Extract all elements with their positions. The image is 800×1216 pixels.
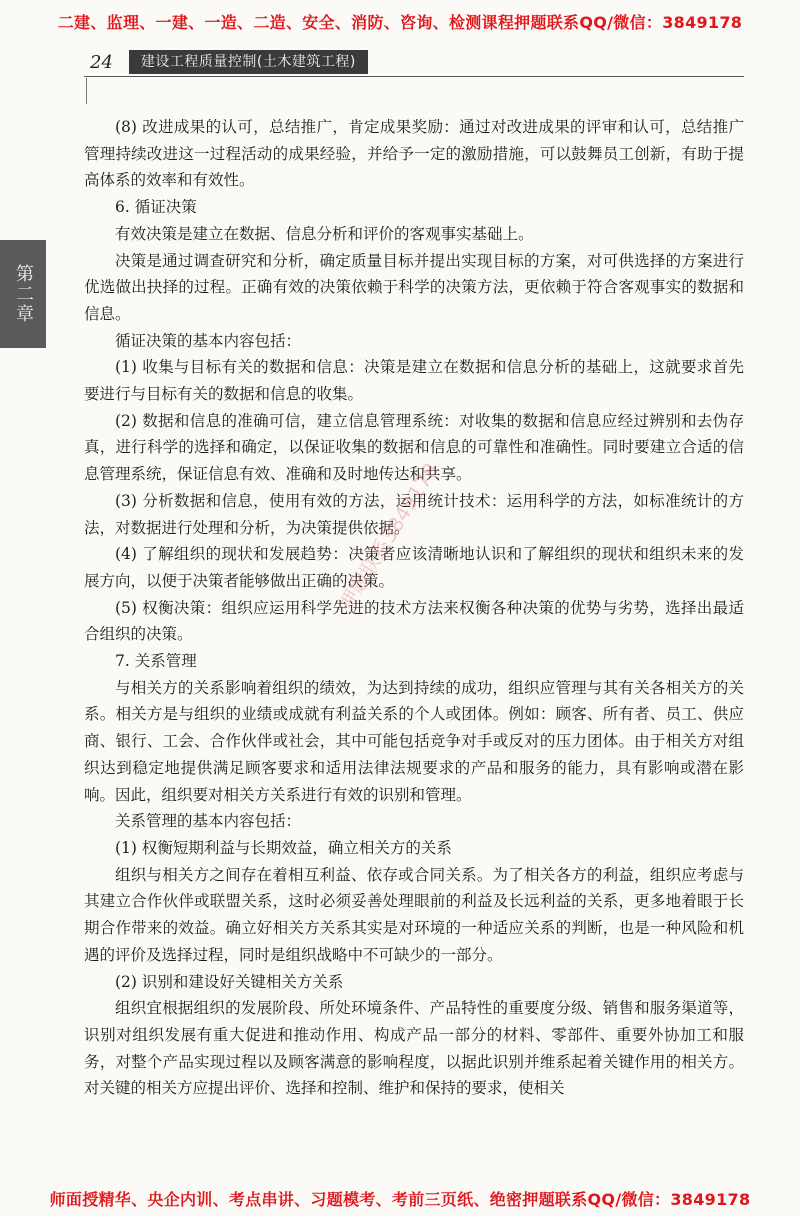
- paragraph: (2) 数据和信息的准确可信，建立信息管理系统：对收集的数据和信息应经过辨别和去伪存真，进行科学的选择和确定，以保证收集的数据和信息的可靠性和准确性。同时要建立合适的信息管理系统，保证信息有效、准确和及时地传达和共享。: [84, 411, 744, 484]
- page-header: [84, 50, 368, 74]
- book-title: 建设工程质量控制(土木建筑工程): [129, 50, 368, 74]
- paragraph: 与相关方的关系影响着组织的绩效，为达到持续的成功，组织应管理与其有关各相关方的关系。相关方是与组织的业绩或成就有利益关系的个人或团体。例如：顾客、所有者、员工、供应商、银行、工会、合作伙伴或社会，其中可能包括竞争对手或反对的压力团体。由于相关方对组织达到稳定地提供满足顾客要求和适用法律法规要求的产品和服务的能力，具有影响或潜在影响。因此，组织要对相关方关系进行有效的识别和管理。: [84, 678, 744, 804]
- section-heading: 6. 循证决策: [115, 198, 197, 217]
- paragraph: 组织与相关方之间存在着相互利益、依存或合同关系。为了相关各方的利益，组织应考虑与其建立合作伙伴或联盟关系，这时必须妥善处理眼前的利益及长远利益的关系，更多地着眼于长期合作带来的效益。确立好相关方关系其实是对环境的一种适应关系的判断，也是一种风险和机遇的评价及选择过程，同时是组织战略中不可缺少的一部分。: [84, 865, 744, 964]
- top-promo-banner: 二建、监理、一建、一造、二造、安全、消防、咨询、检测课程押题联系QQ/微信：3849178: [57, 13, 743, 32]
- paragraph: (8) 改进成果的认可，总结推广，肯定成果奖励：通过对改进成果的评审和认可，总结推广管理持续改进这一过程活动的成果经验，并给予一定的激励措施，可以鼓舞员工创新，有助于提高体系的效率和有效性。: [84, 118, 744, 190]
- body-text: [84, 114, 744, 1102]
- watermark: 押题联系3849178: [333, 458, 444, 615]
- paragraph: 决策是通过调查研究和分析，确定质量目标并提出实现目标的方案，对可供选择的方案进行优选做出抉择的过程。正确有效的决策依赖于科学的决策方法，更依赖于符合客观事实的数据和信息。: [84, 251, 744, 323]
- paragraph: (1) 收集与目标有关的数据和信息：决策是建立在数据和信息分析的基础上，这就要求首先要进行与目标有关的数据和信息的收集。: [84, 358, 744, 404]
- paragraph: 关系管理的基本内容包括：: [115, 812, 302, 831]
- margin-line: [86, 78, 87, 104]
- paragraph: (5) 权衡决策：组织应运用科学先进的技术方法来权衡各种决策的优势与劣势，选择出最适合组织的决策。: [84, 598, 744, 644]
- paragraph: (2) 识别和建设好关键相关方关系: [115, 972, 344, 991]
- paragraph: 组织宜根据组织的发展阶段、所处环境条件、产品特性的重要度分级、销售和服务渠道等，识别对组织发展有重大促进和推动作用、构成产品一部分的材料、零部件、重要外协加工和服务，对整个产品实现过程以及顾客满意的影响程度，以据此识别并维系起着关键作用的相关方。对关键的相关方应提出评价、选择和控制、维护和保持的要求，使相关: [84, 999, 744, 1098]
- paragraph: (1) 权衡短期利益与长期效益，确立相关方的关系: [115, 838, 452, 857]
- bottom-promo-banner: 师面授精华、央企内训、考点串讲、习题模考、考前三页纸、绝密押题联系QQ/微信：3849178: [49, 1190, 751, 1209]
- paragraph: 循证决策的基本内容包括：: [115, 331, 302, 350]
- section-heading: 7. 关系管理: [115, 652, 197, 671]
- paragraph: (3) 分析数据和信息，使用有效的方法，运用统计技术：运用科学的方法，如标准统计的方法，对数据进行处理和分析，为决策提供依据。: [84, 491, 744, 537]
- header-rule: [84, 76, 744, 77]
- paragraph: (4) 了解组织的现状和发展趋势：决策者应该清晰地认识和了解组织的现状和组织未来的发展方向，以便于决策者能够做出正确的决策。: [84, 545, 744, 590]
- page-number: 24: [90, 51, 113, 73]
- paragraph: 有效决策是建立在数据、信息分析和评价的客观事实基础上。: [115, 224, 534, 243]
- chapter-tab: 第二章: [0, 240, 46, 348]
